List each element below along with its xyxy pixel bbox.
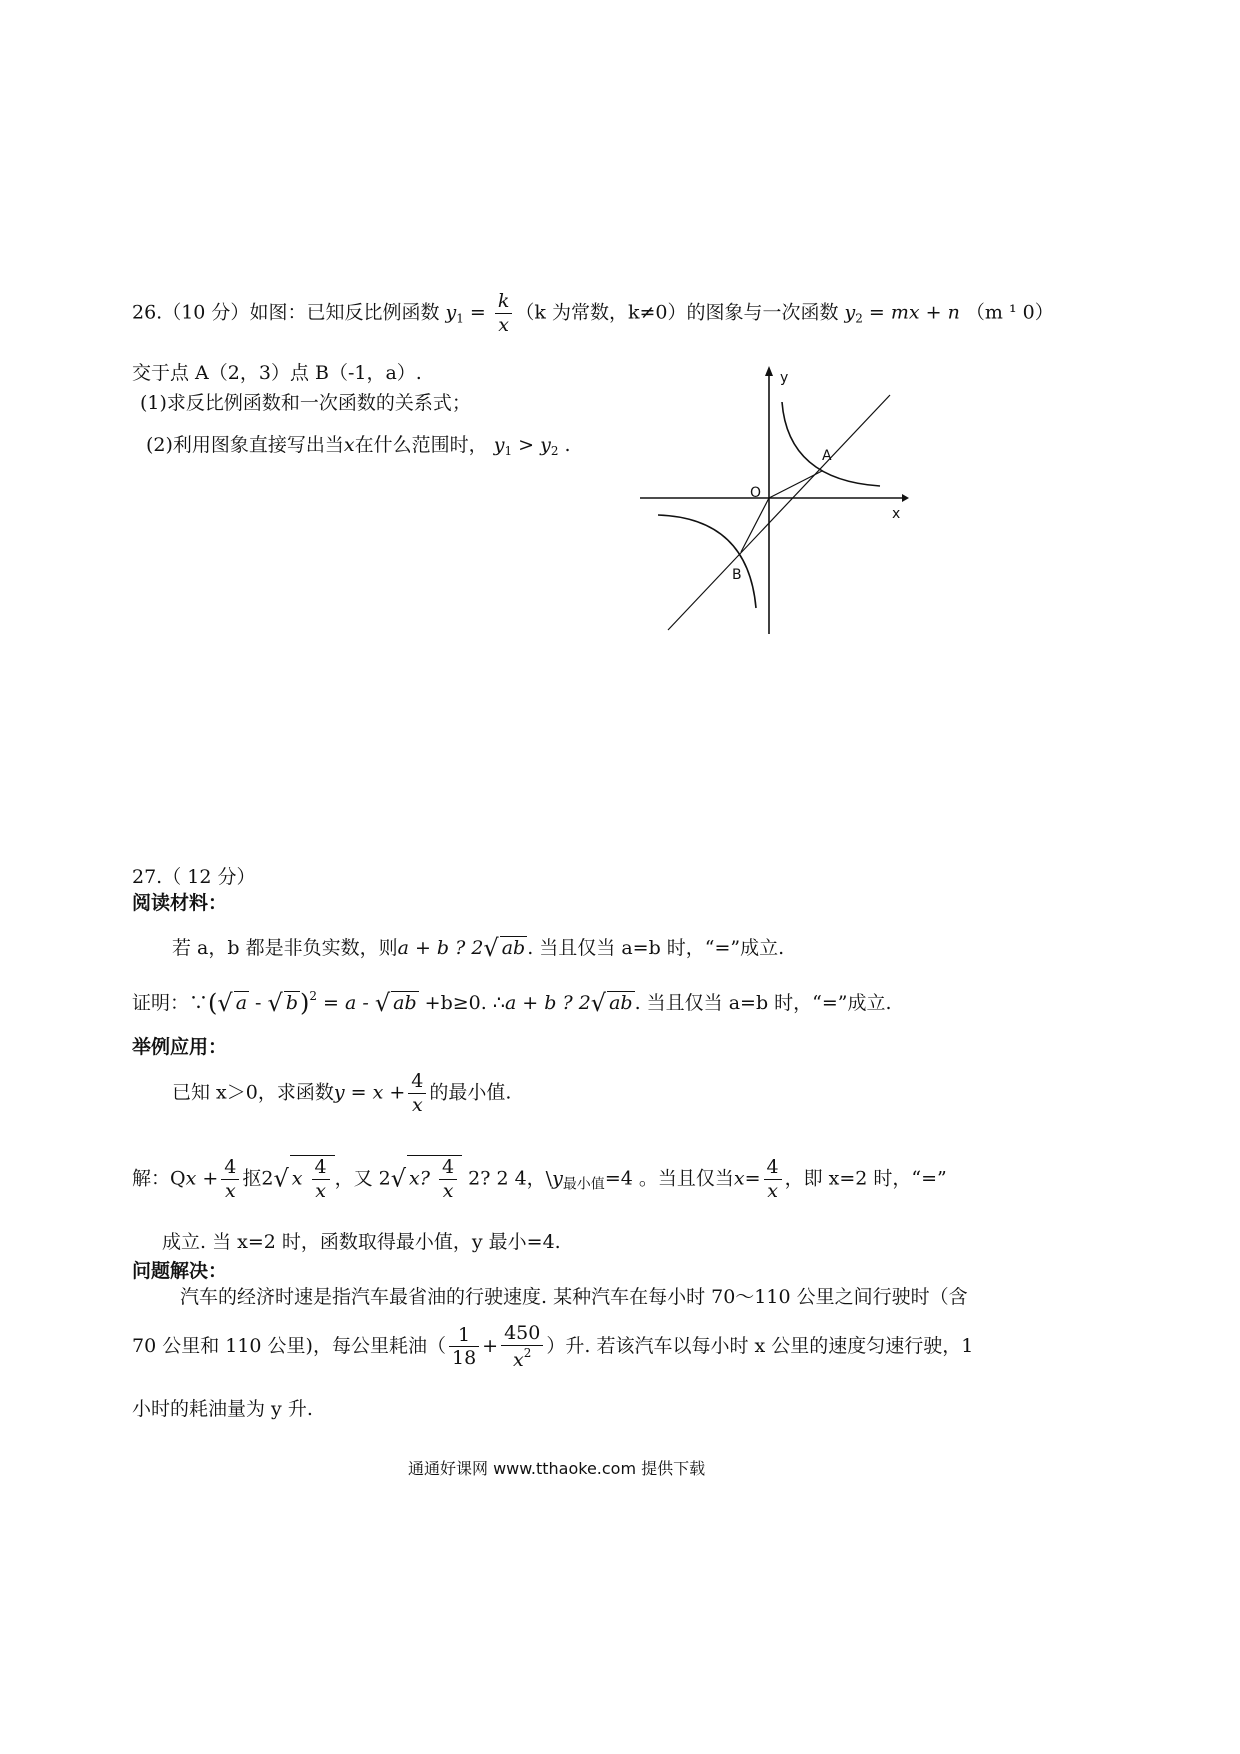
function-graph: [630, 362, 930, 652]
problem-line2: 70 公里和 110 公里)，每公里耗油（ $\frac{1}{18}$ + $\frac{450}{x^2}$ ）升. 若该汽车以每小时 x 公里的速度匀速行驶，1: [132, 1322, 974, 1371]
segment-oa: [769, 471, 822, 498]
q26-cond2: （m ¹ 0）: [965, 301, 1054, 324]
q26-y2-sub: 2: [855, 311, 863, 326]
y-axis-arrow: [765, 366, 773, 376]
q27-header: 27.（ 12 分）: [132, 866, 256, 888]
heading-example: 举例应用：: [132, 1036, 228, 1058]
heading-problem: 问题解决：: [132, 1260, 228, 1282]
q26-line1: [132, 290, 1054, 337]
hyperbola-branch-2: [658, 515, 756, 608]
label-y: y: [780, 370, 789, 386]
read-statement: 若 a，b 都是非负实数，则a + b ? 2√ ab . 当且仅当 a=b 时，“=”成立.: [172, 934, 785, 962]
q26-fraction: $\frac{k}{x}$: [495, 290, 513, 337]
x-axis-arrow: [902, 494, 909, 502]
problem-line3: 小时的耗油量为 y 升.: [132, 1398, 313, 1420]
solution-line: 解：Qx + $\frac{4}{x}$ 抠2√ x $\frac{4}{x}$ ，又 2√ x? $\frac{4}{x}$ 2? 2 4，$\backslash y_{最小值}=4$ 。当且仅当x= $\frac{4}{x}$ ，即 x=2 时，“=”: [132, 1156, 947, 1202]
label-x: x: [892, 506, 901, 522]
q26-part1: (1)求反比例函数和一次函数的关系式；: [140, 392, 471, 414]
label-a: A: [822, 448, 832, 464]
hyperbola-branch-1: [782, 402, 880, 486]
line-y2: [668, 395, 890, 630]
q26-part2: (2)利用图象直接写出当x在什么范围时， $y_1 > y_2$ .: [146, 434, 571, 458]
q26-eq: =: [463, 301, 492, 324]
label-b: B: [732, 567, 742, 583]
q26-cond1: （k 为常数，k≠0）的图象与一次函数: [515, 301, 839, 324]
example-line: 已知 x＞0，求函数y = x + $\frac{4}{x}$ 的最小值.: [172, 1070, 512, 1116]
q26-line2: 交于点 A（2，3）点 B（-1，a）.: [132, 362, 422, 384]
segment-ob: [741, 498, 769, 552]
q26-y2: y: [844, 301, 856, 324]
page-footer: 通通好课网 www.tthaoke.com 提供下载: [408, 1459, 706, 1478]
problem-line1: 汽车的经济时速是指汽车最省油的行驶速度. 某种汽车在每小时 70～110 公里之间行驶时（含: [180, 1286, 968, 1308]
solution-line2: 成立. 当 x=2 时，函数取得最小值，y 最小=4.: [162, 1231, 561, 1253]
label-o: O: [750, 485, 762, 501]
q26-y1-sub: 1: [456, 311, 464, 326]
q26-score: （10 分）: [162, 301, 250, 324]
q26-number: 26.: [132, 301, 163, 324]
heading-read: 阅读材料：: [132, 892, 228, 914]
q26-y2-rhs: = mx + n: [862, 301, 960, 324]
q26-y1: y: [445, 301, 457, 324]
q26-intro: 如图：已知反比例函数: [249, 301, 440, 324]
proof-line: 证明：∵(√ a - √ b)$^2$ = a - √ ab +b≥0. ∴a + b ? 2√ ab . 当且仅当 a=b 时，“=”成立.: [132, 989, 892, 1017]
